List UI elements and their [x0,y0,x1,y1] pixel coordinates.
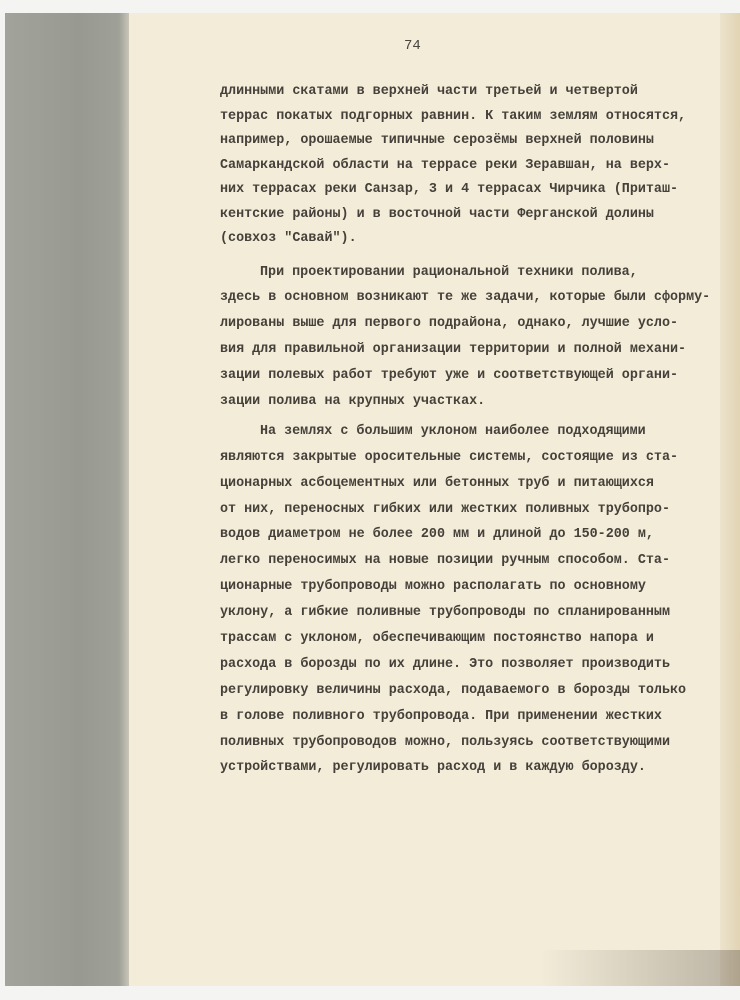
text-line: них террасах реки Санзар, 3 и 4 террасах Чирчика (Приташ- [220,182,679,197]
paragraph-2 [220,260,735,415]
text-line: в голове поливного трубопровода. При применении жестких [220,708,662,724]
text-line: трассам с уклоном, обеспечивающим постоянство напора и [220,630,654,646]
text-line: поливных трубопроводов можно, пользуясь соответствующими [220,734,670,750]
text-line: При проектировании рациональной техники полива, [260,264,638,280]
text-line: легко переносимых на новые позиции ручным способом. Ста- [220,553,670,569]
text-line: здесь в основном возникают те же задачи, которые были сформу- [220,290,711,306]
paragraph-3 [220,419,735,781]
paragraph-1 [220,80,735,252]
text-line: На землях с большим уклоном наиболее подходящими [260,423,646,439]
text-line: являются закрытые оросительные системы, состоящие из ста- [220,449,679,465]
text-line: расхода в борозды по их длине. Это позволяет производить [220,656,670,672]
text-line: лированы выше для первого подрайона, однако, лучшие усло- [220,316,679,332]
text-line: террас покатых подгорных равнин. К таким землям относятся, [220,108,687,124]
text-line: уклону, а гибкие поливные трубопроводы по спланированным [220,605,670,621]
text-line: зации полевых работ требуют уже и соответствующей органи- [220,368,679,384]
text-line: например, орошаемые типичные серозёмы верхней половины [220,133,654,148]
text-line: длинными скатами в верхней части третьей и четвертой [220,84,638,99]
page-number: 74 [404,38,421,54]
body-text [220,80,735,781]
text-line: устройствами, регулировать расход и в каждую борозду. [220,760,646,776]
scan-shadow [540,950,740,986]
text-line: (совхоз "Савай"). [220,231,357,246]
text-line: от них, переносных гибких или жестких поливных трубопро- [220,501,670,517]
scan-gutter-shadow [5,13,129,986]
text-line: вия для правильной организации территории и полной механи- [220,342,687,358]
text-line: Самаркандской области на террасе реки Зеравшан, на верх- [220,157,670,173]
text-line: ционарных асбоцементных или бетонных труб и питающихся [220,475,654,491]
text-line: кентские районы) и в восточной части Ферганской долины [220,206,654,222]
text-line: регулировку величины расхода, подаваемого в борозды только [220,682,687,698]
text-line: ционарные трубопроводы можно располагать по основному [220,579,646,595]
text-line: водов диаметром не более 200 мм и длиной до 150-200 м, [220,527,654,543]
text-line: зации полива на крупных участках. [220,393,486,409]
